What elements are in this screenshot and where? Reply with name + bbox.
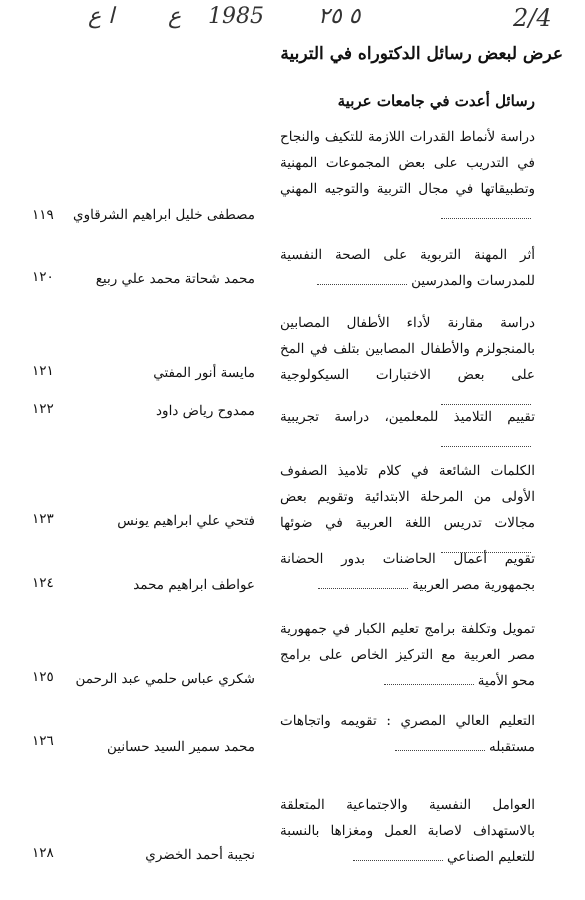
page-title: عرض لبعض رسائل الدكتوراه في التربية (280, 44, 563, 64)
thesis-title: تقييم التلاميذ للمعلمين، دراسة تجريبية (280, 404, 535, 456)
handwritten-mark: ٥ ٢٥ (318, 4, 361, 29)
page-number: ١١٩ (32, 207, 54, 223)
thesis-author: ممدوح رياض داود (156, 403, 255, 419)
page-number: ١٢٦ (32, 733, 54, 749)
handwritten-year: 1985 (208, 4, 264, 29)
page-number: ١٢٣ (32, 511, 54, 527)
thesis-author: نجيبة أحمد الخضري (145, 847, 255, 863)
page-number: ١٢٤ (32, 575, 54, 591)
page-number: ١٢١ (32, 363, 54, 379)
thesis-title: التعليم العالي المصري : تقويمه واتجاهات مستقبله (280, 708, 535, 760)
handwritten-mark: ع (168, 4, 182, 29)
thesis-author: محمد شحاتة محمد علي ربيع (95, 271, 255, 287)
thesis-author: مصطفى خليل ابراهيم الشرقاوي (73, 207, 255, 223)
page-number: ١٢٥ (32, 669, 54, 685)
handwritten-mark: ا ع (88, 4, 115, 29)
page-number: ١٢٨ (32, 845, 54, 861)
thesis-author: مايسة أنور المفتي (153, 365, 255, 381)
thesis-title: دراسة لأنماط القدرات اللازمة للتكيف والنجاح في التدريب على بعض المجموعات المهنية وتطبيقاتها في مجال التربية والتوجيه المهني (280, 124, 535, 228)
thesis-title: الكلمات الشائعة في كلام تلاميذ الصفوف الأولى من المرحلة الابتدائية وتقويم بعض مجالات تدريس اللغة العربية في ضوئها (280, 458, 535, 562)
handwritten-page-number: 2/4 (513, 4, 552, 32)
thesis-author: فتحي علي ابراهيم يونس (117, 513, 255, 529)
thesis-title: تمويل وتكلفة برامج تعليم الكبار في جمهورية مصر العربية مع التركيز الخاص على برامج محو الأمية (280, 616, 535, 694)
thesis-title: أثر المهنة التربوية على الصحة النفسية للمدرسات والمدرسين (280, 242, 535, 294)
thesis-author: عواطف ابراهيم محمد (133, 577, 255, 593)
section-heading: رسائل أعدت في جامعات عربية (337, 92, 535, 110)
page-number: ١٢٠ (32, 269, 54, 285)
thesis-title: العوامل النفسية والاجتماعية المتعلقة بالاستهداف لاصابة العمل ومغزاها بالنسبة للتعليم الصناعي (280, 792, 535, 870)
thesis-title: تقويم أعمال الحاضنات بدور الحضانة بجمهورية مصر العربية (280, 546, 535, 598)
page-number: ١٢٢ (32, 401, 54, 417)
thesis-title: دراسة مقارنة لأداء الأطفال المصابين بالمنجولزم والأطفال المصابين بتلف في المخ على بعض الاختبارات السيكولوجية (280, 310, 535, 414)
thesis-author: محمد سمير السيد حسانين (106, 739, 255, 755)
handwritten-annotation (88, 4, 558, 44)
thesis-author: شكري عباس حلمي عبد الرحمن (75, 671, 255, 687)
